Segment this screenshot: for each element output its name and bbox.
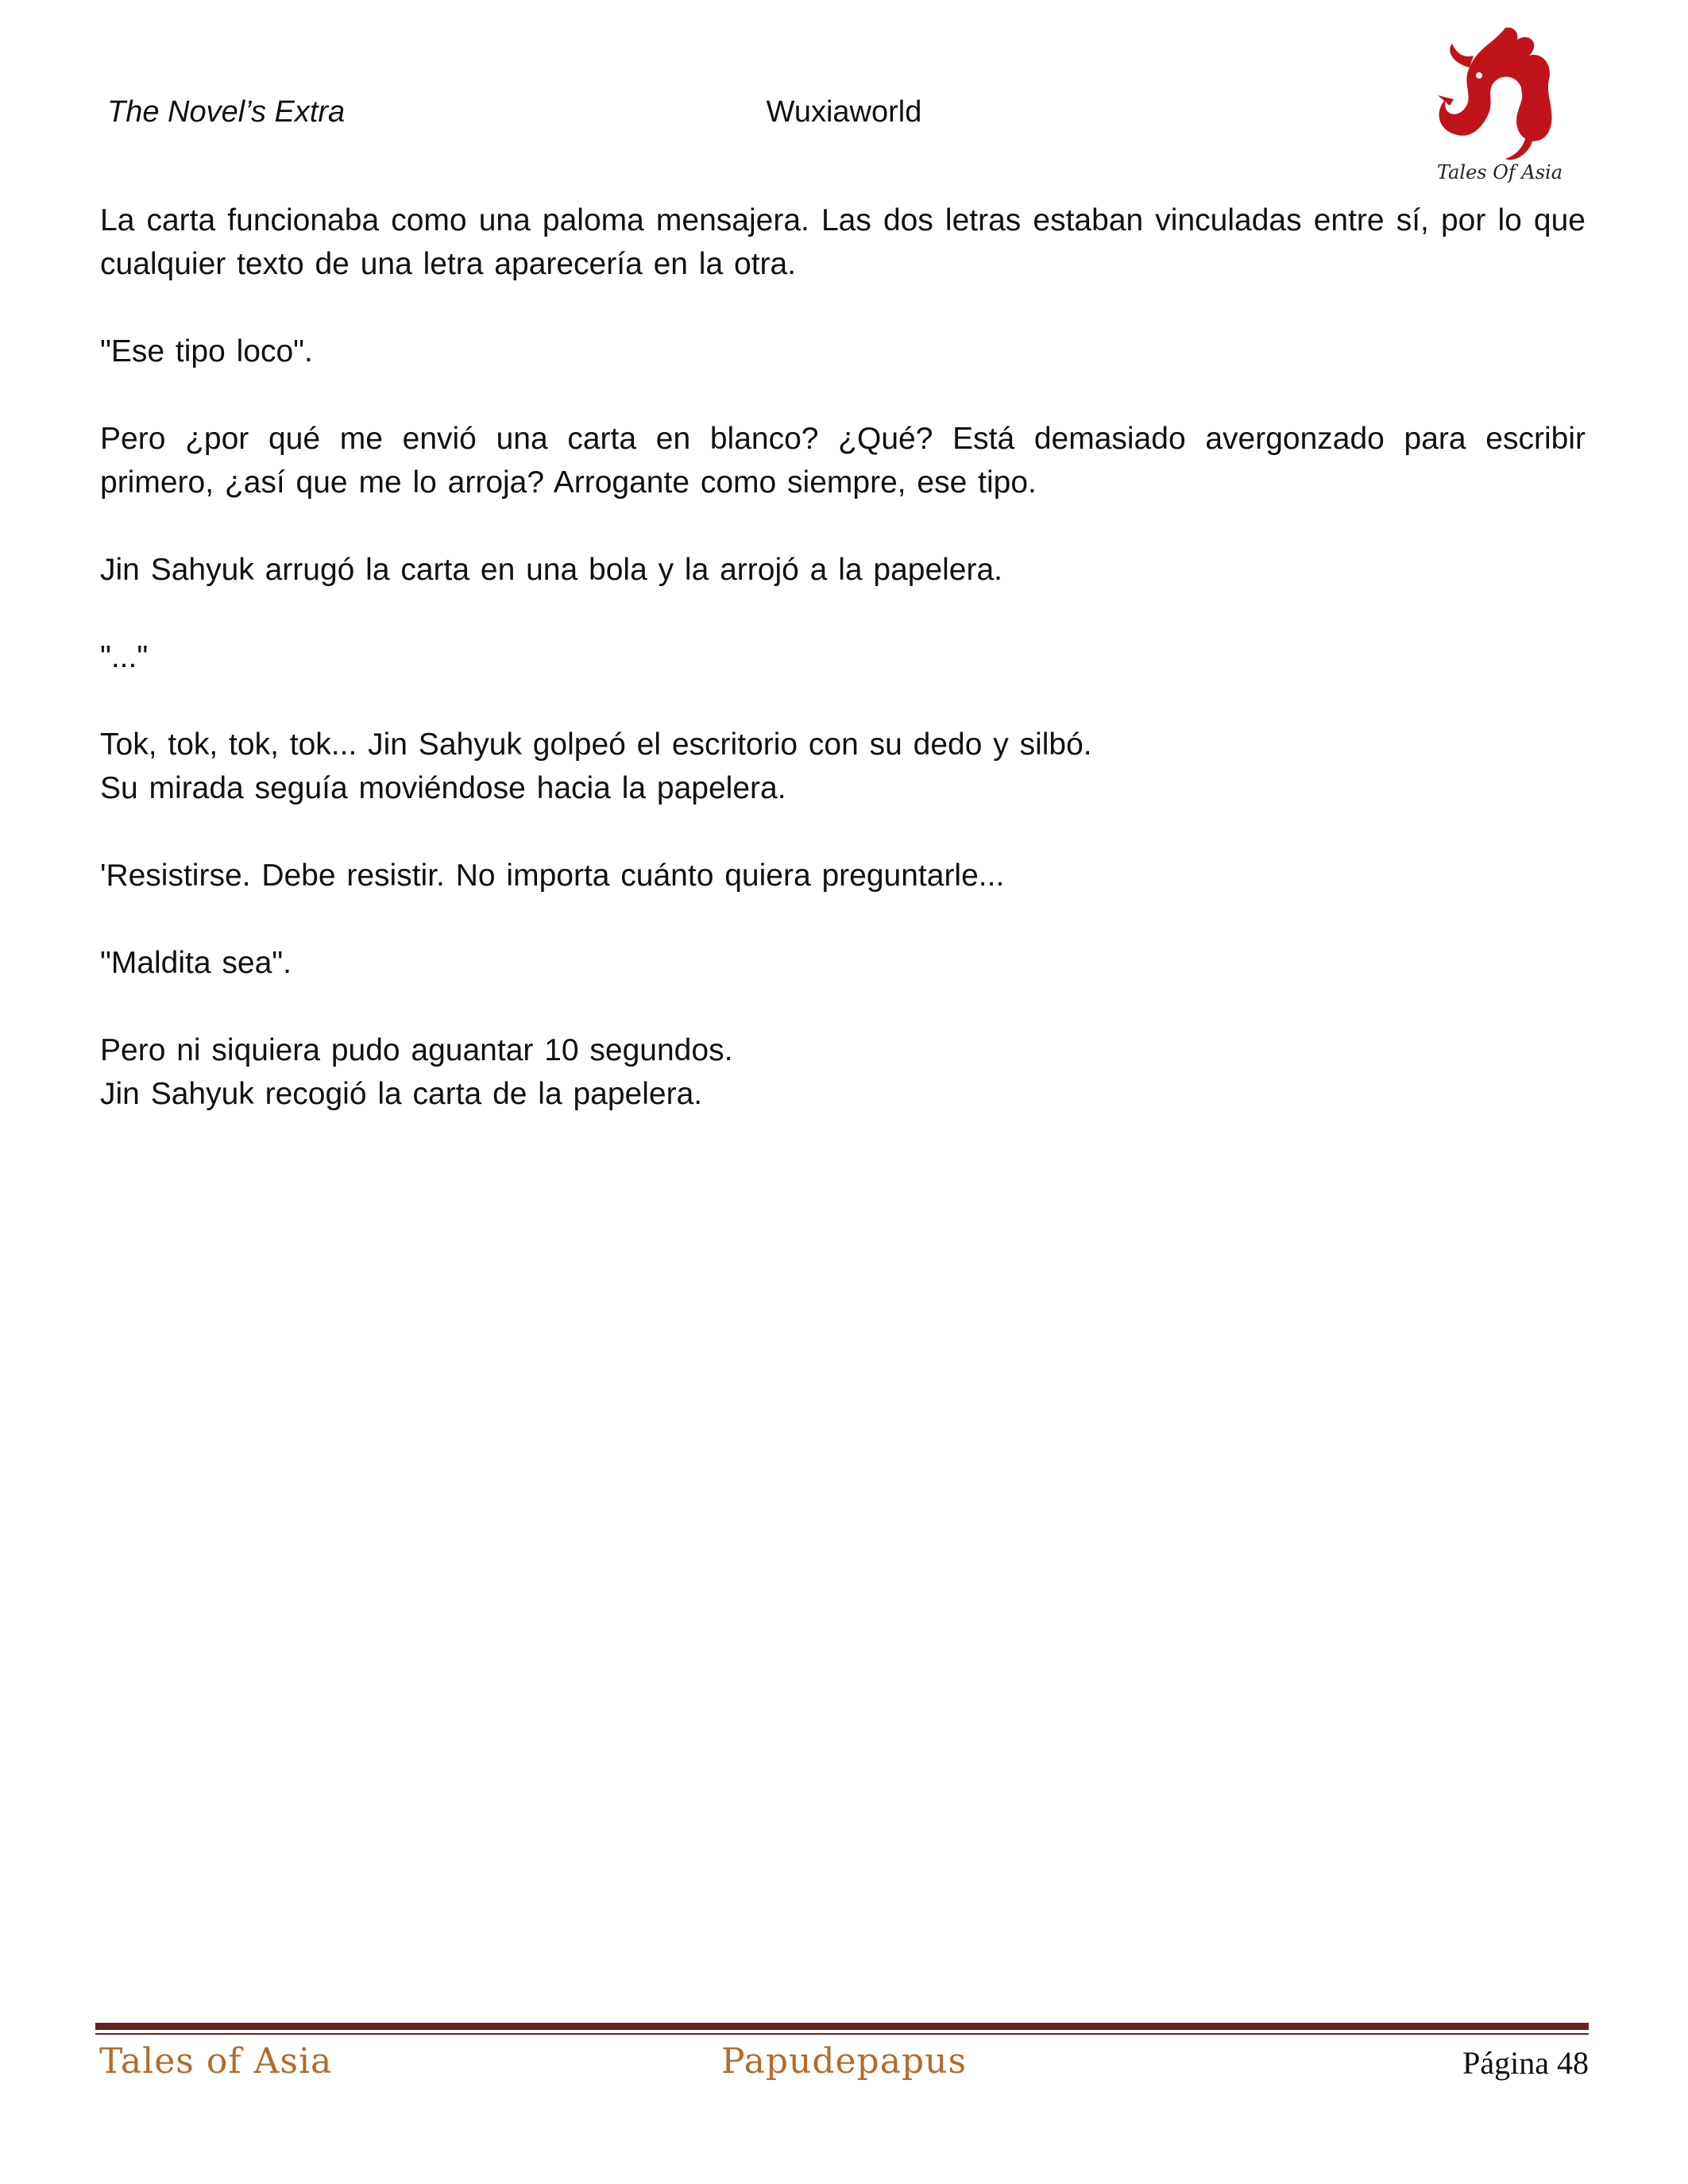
paragraph-line: 'Resistirse. Debe resistir. No importa cuánto quiera preguntarle... — [100, 859, 1005, 893]
paragraph-line: "Ese tipo loco". — [100, 334, 313, 369]
paragraph-line: "Maldita sea". — [100, 946, 292, 980]
paragraph-line: Pero ni siquiera pudo aguantar 10 segundos. — [100, 1033, 733, 1067]
footer-rule-thin — [95, 2033, 1589, 2035]
paragraph-line: Su mirada seguía moviéndose hacia la papelera. — [100, 771, 786, 805]
paragraph — [100, 199, 1586, 286]
paragraph — [100, 330, 1586, 373]
page-body — [100, 199, 1586, 1160]
paragraph-line: Jin Sahyuk arrugó la carta en una bola y la arrojó a la papelera. — [100, 553, 1003, 587]
paragraph-line: "..." — [100, 640, 149, 674]
footer-rule-thick — [95, 2023, 1589, 2030]
paragraph-line: Pero ¿por qué me envió una carta en blanco? ¿Qué? Está demasiado avergonzado para escribir primero, ¿así que me lo arroja? Arrogante como siempre, ese tipo. — [100, 422, 1586, 500]
footer-translator: Papudepapus — [720, 2041, 968, 2082]
paragraph — [100, 548, 1586, 592]
footer-publisher: Tales of Asia — [99, 2041, 333, 2082]
paragraph — [100, 1028, 1586, 1116]
paragraph — [100, 417, 1586, 504]
svg-text:Tales Of Asia: Tales Of Asia — [1436, 161, 1563, 183]
page-number: Página 48 — [1462, 2045, 1589, 2081]
paragraph-line: Tok, tok, tok, tok... Jin Sahyuk golpeó el escritorio con su dedo y silbó. — [100, 727, 1092, 762]
site-name: Wuxiaworld — [766, 95, 922, 129]
paragraph — [100, 635, 1586, 679]
paragraph-line: Jin Sahyuk recogió la carta de la papelera. — [100, 1077, 703, 1111]
paragraph — [100, 854, 1586, 897]
paragraph — [100, 941, 1586, 985]
tales-of-asia-dragon-logo-icon — [1430, 20, 1569, 187]
novel-title: The Novel’s Extra — [107, 95, 346, 129]
paragraph — [100, 723, 1586, 810]
paragraph-line: La carta funcionaba como una paloma mensajera. Las dos letras estaban vinculadas entre sí, por lo que cualquier texto de una letra aparecería en la otra. — [100, 203, 1586, 281]
